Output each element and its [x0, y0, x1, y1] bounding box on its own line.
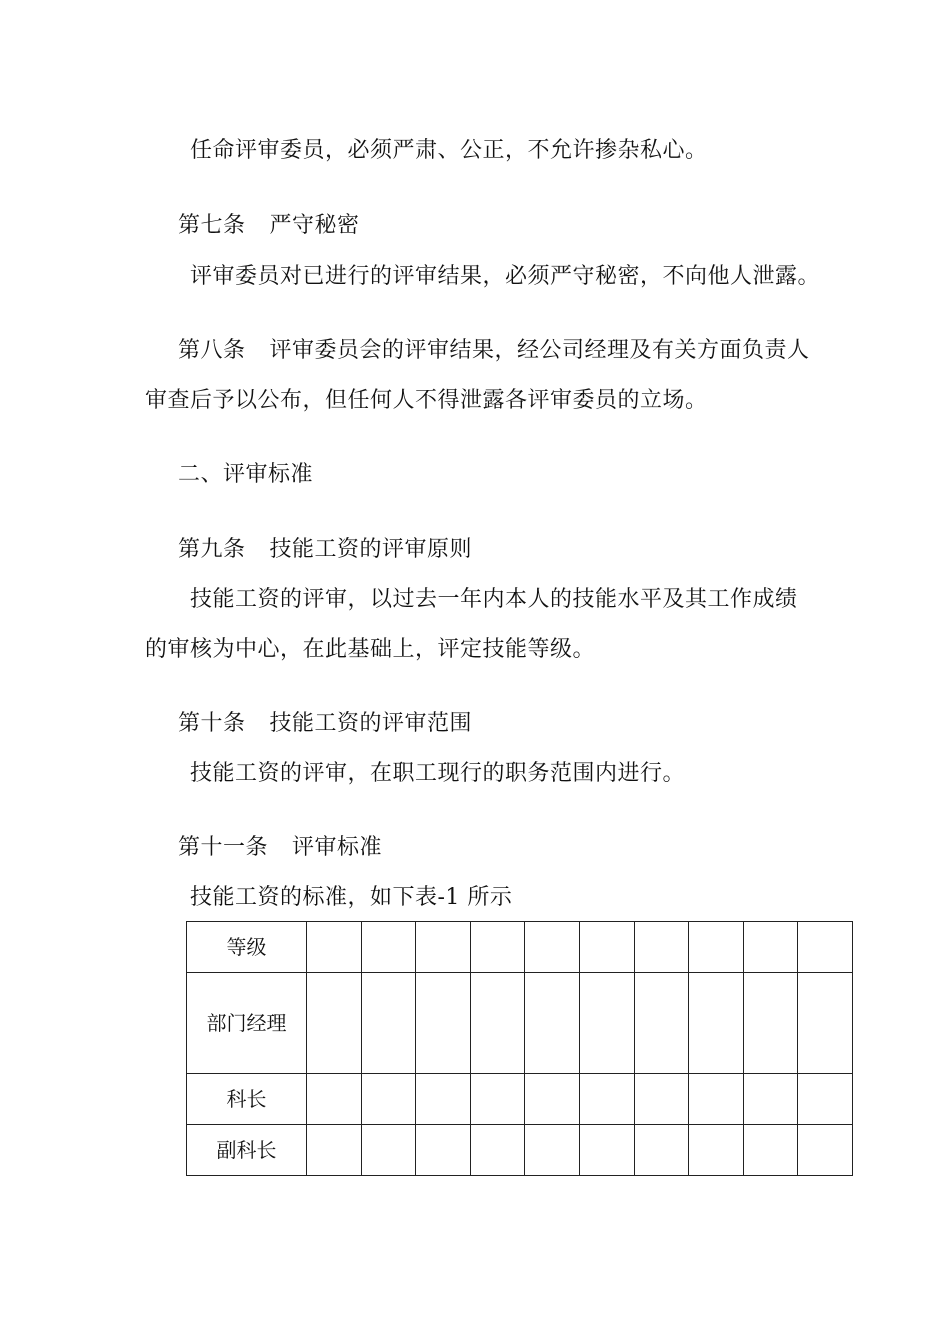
table-cell — [361, 1125, 416, 1176]
table-cell — [416, 1074, 471, 1125]
table-cell — [361, 973, 416, 1074]
article-10-body: 技能工资的评审，在职工现行的职务范围内进行。 — [190, 761, 686, 786]
article-7-heading-line — [178, 211, 360, 241]
table-cell — [307, 973, 362, 1074]
article-8-line-1 — [178, 336, 810, 366]
article-7-heading: 严守秘密 — [269, 213, 360, 238]
table-cell — [579, 973, 634, 1074]
row-label-deputy-section-chief: 副科长 — [187, 1125, 307, 1176]
table-cell — [525, 922, 580, 973]
table-row — [187, 922, 853, 973]
table-cell — [579, 1125, 634, 1176]
article-11-number: 第十一条 — [178, 835, 269, 860]
article-11-heading-line — [178, 833, 382, 863]
article-10-heading: 技能工资的评审范围 — [269, 711, 473, 736]
article-10-heading-line — [178, 709, 472, 739]
article-9-body-part-1: 技能工资的评审，以过去一年内本人的技能水平及其工作成绩 — [190, 587, 798, 612]
article-11-body: 技能工资的标准，如下表-1 所示 — [190, 885, 513, 910]
table-cell — [743, 922, 798, 973]
table-cell — [525, 1125, 580, 1176]
table-cell — [525, 973, 580, 1074]
table-cell — [470, 1125, 525, 1176]
row-label-department-manager: 部门经理 — [187, 973, 307, 1074]
table-cell — [470, 1074, 525, 1125]
table-cell — [689, 973, 744, 1074]
table-cell — [634, 973, 689, 1074]
table-cell — [689, 1074, 744, 1125]
table-cell — [361, 1074, 416, 1125]
table-cell — [416, 922, 471, 973]
table-cell — [470, 922, 525, 973]
article-9-number: 第九条 — [178, 537, 246, 562]
section-2-title: 二、评审标准 — [178, 462, 314, 487]
table-cell — [634, 1125, 689, 1176]
paragraph-appointment: 任命评审委员，必须严肃、公正，不允许掺杂私心。 — [190, 138, 708, 163]
article-8-body-part-1: 评审委员会的评审结果，经公司经理及有关方面负责人 — [269, 338, 810, 363]
table-cell — [361, 922, 416, 973]
skill-wage-table — [186, 921, 853, 1176]
article-7-number: 第七条 — [178, 213, 246, 238]
table-cell — [470, 973, 525, 1074]
table-cell — [743, 1125, 798, 1176]
row-label-section-chief: 科长 — [187, 1074, 307, 1125]
table-cell — [416, 1125, 471, 1176]
table-cell — [579, 1074, 634, 1125]
table-row — [187, 1125, 853, 1176]
row-label-grade: 等级 — [187, 922, 307, 973]
table-cell — [416, 973, 471, 1074]
table-row — [187, 1074, 853, 1125]
table-cell — [689, 922, 744, 973]
table-cell — [743, 973, 798, 1074]
table-cell — [798, 1074, 853, 1125]
table-cell — [525, 1074, 580, 1125]
article-11-heading: 评审标准 — [292, 835, 383, 860]
table-cell — [307, 1074, 362, 1125]
article-9-heading-line — [178, 535, 472, 565]
article-8-body-part-2: 审查后予以公布，但任何人不得泄露各评审委员的立场。 — [145, 388, 708, 413]
table-cell — [743, 1074, 798, 1125]
table-cell — [798, 1125, 853, 1176]
article-10-number: 第十条 — [178, 711, 246, 736]
table-cell — [634, 922, 689, 973]
table-cell — [689, 1125, 744, 1176]
table-cell — [798, 973, 853, 1074]
table-cell — [307, 1125, 362, 1176]
table-cell — [579, 922, 634, 973]
article-7-body: 评审委员对已进行的评审结果，必须严守秘密，不向他人泄露。 — [190, 264, 821, 289]
article-8-number: 第八条 — [178, 338, 246, 363]
article-9-body-part-2: 的审核为中心，在此基础上，评定技能等级。 — [145, 637, 596, 662]
table-cell — [307, 922, 362, 973]
article-9-heading: 技能工资的评审原则 — [269, 537, 473, 562]
table-cell — [634, 1074, 689, 1125]
table-cell — [798, 922, 853, 973]
table-row — [187, 973, 853, 1074]
